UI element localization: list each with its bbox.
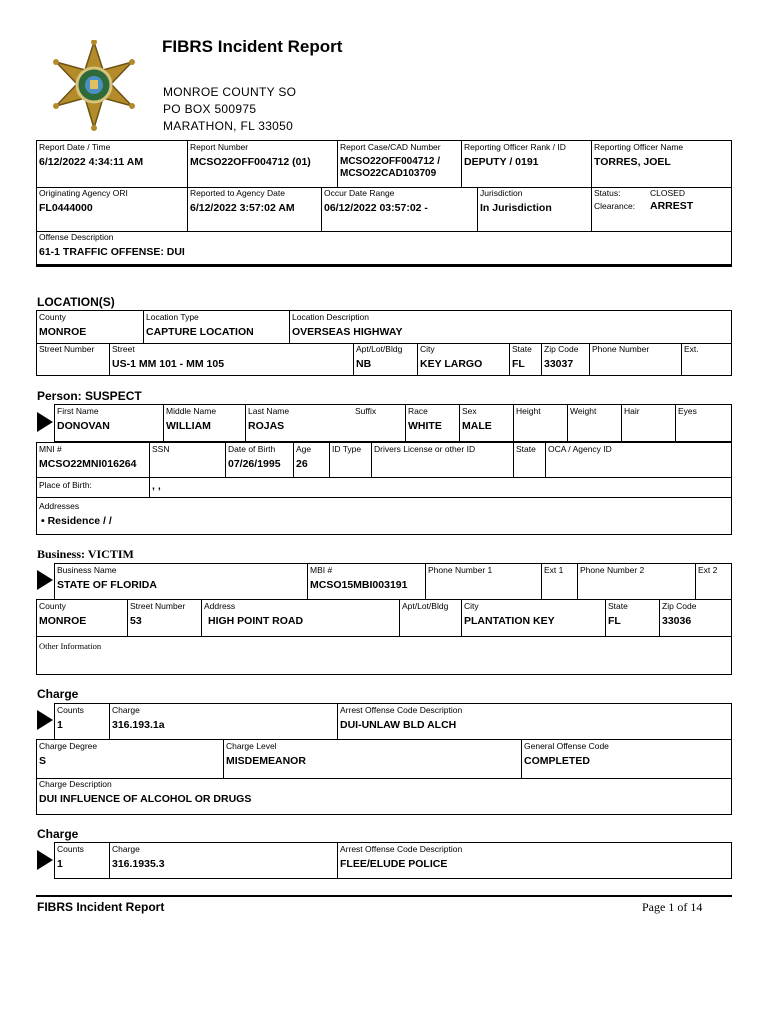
charge2-charge-cell	[109, 843, 337, 878]
ext2-cell	[695, 564, 731, 599]
jurisdiction-label: Jurisdiction	[480, 188, 523, 198]
offense-cell	[37, 231, 731, 265]
officer-rank-cell	[461, 141, 591, 187]
suspect-name-table	[54, 404, 732, 442]
location-phone-label: Phone Number	[592, 344, 650, 354]
victim-zip-label: Zip Code	[662, 601, 697, 611]
charge-desc-cell	[37, 778, 731, 814]
mni-label: MNI #	[39, 444, 62, 454]
expand-arrow-icon[interactable]	[37, 412, 53, 432]
id-state-label: State	[516, 444, 536, 454]
pob-row	[37, 477, 731, 497]
location-zip-cell	[541, 343, 589, 375]
location-zip-value: 33037	[544, 358, 574, 370]
middle-name-cell	[163, 405, 245, 441]
phone1-cell	[425, 564, 541, 599]
charge-degree-cell	[37, 740, 223, 778]
charge1-desc-row	[37, 778, 731, 814]
ssn-label: SSN	[152, 444, 170, 454]
location-desc-label: Location Description	[292, 312, 370, 322]
victim-street-number-value: 53	[130, 615, 142, 627]
general-offense-cell	[521, 740, 731, 778]
drivers-license-label: Drivers License or other ID	[374, 444, 476, 454]
victim-city-value: PLANTATION KEY	[464, 615, 555, 627]
officer-name-label: Reporting Officer Name	[594, 142, 684, 152]
location-zip-label: Zip Code	[544, 344, 579, 354]
location-state-cell	[509, 343, 541, 375]
clearance-row	[594, 201, 729, 212]
middle-name-label: Middle Name	[166, 406, 217, 416]
ori-value: FL0444000	[39, 202, 93, 214]
agency-name: MONROE COUNTY SO	[163, 85, 297, 99]
charge2-table	[54, 842, 732, 879]
officer-rank-value: DEPUTY / 0191	[464, 156, 539, 168]
business-name-value: STATE OF FLORIDA	[57, 579, 157, 591]
suffix-cell	[353, 405, 405, 441]
charge-degree-label: Charge Degree	[39, 741, 98, 751]
expand-arrow-icon[interactable]	[37, 570, 53, 590]
mbi-cell	[307, 564, 425, 599]
race-label: Race	[408, 406, 428, 416]
id-type-label: ID Type	[332, 444, 362, 454]
location-state-value: FL	[512, 358, 525, 370]
victim-zip-cell	[659, 600, 731, 636]
pob-value: , ,	[152, 480, 161, 492]
officer-rank-label: Reporting Officer Rank / ID	[464, 142, 566, 152]
mbi-value: MCSO15MBI003191	[310, 579, 408, 591]
location-phone-cell	[589, 343, 681, 375]
victim-state-cell	[605, 600, 659, 636]
report-case-value-1: MCSO22OFF004712 /	[340, 156, 441, 167]
location-street-label: Street	[112, 344, 135, 354]
reported-date-label: Reported to Agency Date	[190, 188, 285, 198]
charge2-arrest-cell	[337, 843, 731, 878]
reported-date-cell	[187, 187, 321, 231]
pob-label-cell	[37, 477, 149, 497]
first-name-value: DONOVAN	[57, 420, 110, 432]
age-label: Age	[296, 444, 312, 454]
officer-name-cell	[591, 141, 731, 187]
general-offense-value: COMPLETED	[524, 755, 590, 767]
oca-label: OCA / Agency ID	[548, 444, 612, 454]
charge-desc-value: DUI INFLUENCE OF ALCOHOL OR DRUGS	[39, 793, 252, 805]
location-type-cell	[143, 311, 289, 343]
location-apt-cell	[353, 343, 417, 375]
height-cell	[513, 405, 567, 441]
charge2-arrest-label: Arrest Offense Code Description	[340, 844, 463, 854]
sex-label: Sex	[462, 406, 477, 416]
location-county-value: MONROE	[39, 326, 87, 338]
business-name-cell	[55, 564, 307, 599]
location-city-label: City	[420, 344, 435, 354]
expand-arrow-icon[interactable]	[37, 710, 53, 730]
status-row	[594, 188, 729, 199]
location-street-number-cell	[37, 343, 109, 375]
age-cell	[293, 443, 329, 477]
agency-po-box: PO BOX 500975	[163, 102, 257, 116]
victim-city-cell	[461, 600, 605, 636]
status-value: CLOSED	[650, 188, 685, 198]
charge1-charge-label: Charge	[112, 705, 140, 715]
pob-label: Place of Birth:	[39, 480, 92, 490]
agency-address	[163, 84, 296, 135]
page-title: FIBRS Incident Report	[162, 37, 343, 56]
location-street-number-label: Street Number	[39, 344, 95, 354]
jurisdiction-value: In Jurisdiction	[480, 202, 552, 214]
victim-apt-label: Apt/Lot/Bldg	[402, 601, 449, 611]
other-info-box	[36, 636, 732, 675]
occur-date-label: Occur Date Range	[324, 188, 395, 198]
weight-cell	[567, 405, 621, 441]
hair-cell	[621, 405, 675, 441]
agency-city: MARATHON, FL 33050	[163, 119, 294, 133]
charge2-arrest-value: FLEE/ELUDE POLICE	[340, 858, 448, 870]
charge1-heading: Charge	[37, 687, 79, 701]
location-type-label: Location Type	[146, 312, 199, 322]
victim-zip-value: 33036	[662, 615, 692, 627]
expand-arrow-icon[interactable]	[37, 850, 53, 870]
suspect-id-table	[36, 442, 732, 498]
charge2-counts-value: 1	[57, 858, 63, 870]
victim-address-value: HIGH POINT ROAD	[208, 615, 304, 627]
ext1-cell	[541, 564, 577, 599]
location-row-2	[37, 343, 731, 375]
charge1-arrest-value: DUI-UNLAW BLD ALCH	[340, 719, 457, 731]
location-street-value: US-1 MM 101 - MM 105	[112, 358, 225, 370]
charge1-table	[54, 703, 732, 740]
eyes-cell	[675, 405, 731, 441]
victim-county-cell	[37, 600, 127, 636]
location-city-value: KEY LARGO	[420, 358, 483, 370]
suspect-id-row	[37, 443, 731, 477]
page-number: Page 1 of 14	[642, 900, 703, 914]
addresses-box	[36, 497, 732, 535]
charge1-charge-value: 316.193.1a	[112, 719, 165, 731]
mni-value: MCSO22MNI016264	[39, 458, 137, 470]
victim-state-label: State	[608, 601, 628, 611]
status-label: Status:	[594, 188, 621, 198]
occur-date-cell	[321, 187, 477, 231]
report-row-2	[37, 187, 731, 231]
location-apt-value: NB	[356, 358, 372, 370]
victim-heading-type: VICTIM	[87, 547, 134, 561]
location-type-value: CAPTURE LOCATION	[146, 326, 254, 338]
pob-value-cell	[149, 477, 731, 497]
status-cell	[591, 187, 731, 231]
charge-level-cell	[223, 740, 521, 778]
report-number-value: MCSO22OFF004712 (01)	[190, 156, 311, 168]
phone2-cell	[577, 564, 695, 599]
dob-value: 07/26/1995	[228, 458, 281, 470]
victim-heading-prefix: Business:	[37, 547, 86, 561]
other-info-label: Other Information	[39, 641, 102, 651]
charge2-counts-label: Counts	[57, 844, 84, 854]
charge2-heading: Charge	[37, 827, 79, 841]
weight-label: Weight	[570, 406, 597, 416]
age-value: 26	[296, 458, 308, 470]
location-street-cell	[109, 343, 353, 375]
charge1-counts-cell	[55, 704, 109, 739]
addresses-label: Addresses	[39, 501, 80, 511]
last-name-cell	[245, 405, 353, 441]
race-value: WHITE	[408, 420, 442, 432]
location-city-cell	[417, 343, 509, 375]
charge1-arrest-label: Arrest Offense Code Description	[340, 705, 463, 715]
suffix-label: Suffix	[355, 406, 377, 416]
location-apt-label: Apt/Lot/Bldg	[356, 344, 403, 354]
report-case-label: Report Case/CAD Number	[340, 142, 441, 152]
occur-date-value: 06/12/2022 03:57:02 -	[324, 202, 428, 214]
victim-city-label: City	[464, 601, 479, 611]
location-county-label: County	[39, 312, 66, 322]
report-row-1	[37, 141, 731, 187]
location-desc-cell	[289, 311, 731, 343]
reported-date-value: 6/12/2022 3:57:02 AM	[190, 202, 295, 214]
victim-name-table	[54, 563, 732, 600]
charge-level-value: MISDEMEANOR	[226, 755, 306, 767]
addresses-cell	[37, 498, 731, 534]
victim-state-value: FL	[608, 615, 621, 627]
phone1-label: Phone Number 1	[428, 565, 493, 575]
clearance-label: Clearance:	[594, 201, 636, 211]
id-state-cell	[513, 443, 545, 477]
jurisdiction-cell	[477, 187, 591, 231]
suspect-heading: Person: SUSPECT	[37, 389, 142, 403]
report-case-value-2: MCSO22CAD103709	[340, 168, 437, 179]
victim-county-label: County	[39, 601, 66, 611]
location-state-label: State	[512, 344, 532, 354]
location-ext-label: Ext.	[684, 344, 699, 354]
location-table	[36, 310, 732, 376]
id-type-cell	[329, 443, 371, 477]
report-case-cell	[337, 141, 461, 187]
footer-divider	[36, 895, 732, 897]
report-number-cell	[187, 141, 337, 187]
report-number-label: Report Number	[190, 142, 249, 152]
ssn-cell	[149, 443, 225, 477]
ori-label: Originating Agency ORI	[39, 188, 128, 198]
victim-street-number-cell	[127, 600, 201, 636]
location-row-1	[37, 311, 731, 343]
charge1-detail-table	[36, 739, 732, 815]
victim-address-cell	[201, 600, 399, 636]
report-date-value: 6/12/2022 4:34:11 AM	[39, 156, 144, 168]
sheriff-star-badge-icon	[46, 40, 142, 132]
mbi-label: MBI #	[310, 565, 333, 575]
last-name-label: Last Name	[248, 406, 290, 416]
victim-heading	[37, 547, 134, 562]
location-desc-value: OVERSEAS HIGHWAY	[292, 326, 403, 338]
ori-cell	[37, 187, 187, 231]
location-county-cell	[37, 311, 143, 343]
drivers-license-cell	[371, 443, 513, 477]
victim-county-value: MONROE	[39, 615, 87, 627]
officer-name-value: TORRES, JOEL	[594, 156, 671, 168]
race-cell	[405, 405, 459, 441]
victim-address-table	[36, 599, 732, 637]
other-info-cell	[37, 637, 731, 674]
report-date-label: Report Date / Time	[39, 142, 111, 152]
phone2-label: Phone Number 2	[580, 565, 645, 575]
location-ext-cell	[681, 343, 731, 375]
victim-address-label: Address	[204, 601, 236, 611]
divider	[36, 264, 732, 267]
victim-street-number-label: Street Number	[130, 601, 186, 611]
charge2-charge-label: Charge	[112, 844, 140, 854]
charge1-charge-cell	[109, 704, 337, 739]
sex-value: MALE	[462, 420, 492, 432]
first-name-cell	[55, 405, 163, 441]
height-label: Height	[516, 406, 541, 416]
offense-value: 61-1 TRAFFIC OFFENSE: DUI	[39, 246, 185, 258]
report-date-cell	[37, 141, 187, 187]
sex-cell	[459, 405, 513, 441]
report-info-table	[36, 140, 732, 266]
dob-cell	[225, 443, 293, 477]
charge1-arrest-cell	[337, 704, 731, 739]
charge1-counts-value: 1	[57, 719, 63, 731]
residence-value: • Residence / /	[41, 515, 112, 527]
offense-row	[37, 231, 731, 265]
charge-level-label: Charge Level	[226, 741, 277, 751]
ext2-label: Ext 2	[698, 565, 718, 575]
charge-desc-label: Charge Description	[39, 779, 112, 789]
charge1-detail-row	[37, 740, 731, 778]
mni-cell	[37, 443, 149, 477]
dob-label: Date of Birth	[228, 444, 276, 454]
last-name-value: ROJAS	[248, 420, 285, 432]
oca-cell	[545, 443, 731, 477]
middle-name-value: WILLIAM	[166, 420, 211, 432]
footer-title: FIBRS Incident Report	[37, 900, 165, 914]
victim-apt-cell	[399, 600, 461, 636]
location-heading: LOCATION(S)	[37, 295, 115, 309]
hair-label: Hair	[624, 406, 640, 416]
charge2-counts-cell	[55, 843, 109, 878]
first-name-label: First Name	[57, 406, 99, 416]
charge2-charge-value: 316.1935.3	[112, 858, 165, 870]
general-offense-label: General Offense Code	[524, 741, 609, 751]
offense-label: Offense Description	[39, 232, 114, 242]
charge1-counts-label: Counts	[57, 705, 84, 715]
eyes-label: Eyes	[678, 406, 697, 416]
business-name-label: Business Name	[57, 565, 117, 575]
ext1-label: Ext 1	[544, 565, 564, 575]
charge-degree-value: S	[39, 755, 47, 767]
clearance-value: ARREST	[650, 200, 694, 212]
